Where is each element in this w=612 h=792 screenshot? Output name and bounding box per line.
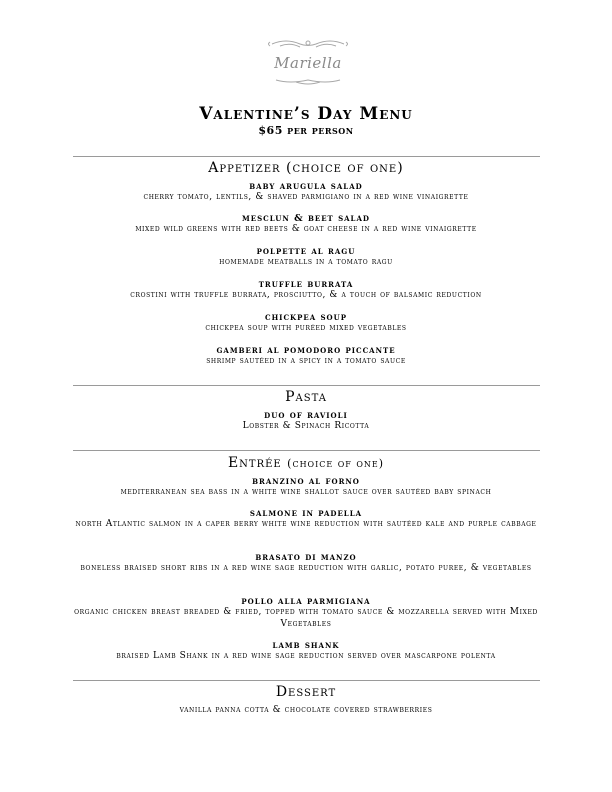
- entree-item-desc: mediterranean sea bass in a white wine shallot sauce over sautéed baby spinach: [120, 487, 492, 497]
- dessert-section-title: Dessert: [275, 684, 337, 700]
- menu-title: Valentine’s Day Menu: [199, 104, 413, 124]
- entree-title-sub: (choice of one): [287, 457, 385, 470]
- appetizer-item-desc: cherry tomato, lentils, & shaved parmigiano in a red wine vinaigrette: [143, 192, 469, 202]
- appetizer-item-desc: homemade meatballs in a tomato ragu: [219, 257, 393, 267]
- appetizer-item-name: chickpea soup: [265, 312, 347, 323]
- appetizer-item-desc: shrimp sautéed in a spicy in a tomato sauce: [206, 356, 406, 366]
- entree-title-main: Entrée: [227, 455, 282, 471]
- pasta-item-desc: Lobster & Spinach Ricotta: [242, 421, 370, 431]
- entree-item-name: pollo alla parmigiana: [241, 596, 371, 607]
- entree-item-name: brasato di manzo: [255, 552, 357, 563]
- appetizer-item-desc: mixed wild greens with red beets & goat cheese in a red wine vinaigrette: [135, 224, 477, 234]
- appetizer-item-name: truffle burrata: [258, 279, 354, 290]
- divider: [73, 450, 540, 451]
- appetizer-section-title: Appetizer (choice of one): [208, 160, 404, 176]
- entree-item-name: lamb shank: [272, 640, 340, 651]
- entree-item-desc: north Atlantic salmon in a caper berry white wine reduction with sautéed kale and purple cabbage: [75, 519, 537, 529]
- divider: [73, 156, 540, 157]
- logo-text: Mariella: [274, 54, 342, 72]
- divider: [73, 680, 540, 681]
- pasta-item-name: duo of ravioli: [264, 410, 348, 421]
- entree-item-name: branzino al forno: [252, 476, 360, 487]
- mariella-logo: [266, 36, 350, 86]
- menu-price: $65 per person: [258, 124, 354, 137]
- entree-item-name: salmone in padella: [249, 508, 363, 519]
- appetizer-item-name: polpette al ragu: [256, 246, 356, 257]
- appetizer-item-name: mesclun & beet salad: [242, 213, 370, 224]
- entree-item-desc: boneless braised short ribs in a red wine sage reduction with garlic, potato puree, & vegetables: [80, 563, 532, 573]
- appetizer-item-desc: crostini with truffle burrata, prosciutto, & a touch of balsamic reduction: [130, 290, 482, 300]
- entree-section-title: [0, 455, 612, 471]
- entree-item-desc: organic chicken breast breaded & fried, topped with tomato sauce & mozzarella served with Mixed Vegetables: [74, 607, 538, 629]
- dessert-desc: vanilla panna cotta & chocolate covered strawberries: [179, 705, 433, 715]
- entree-item-desc: braised Lamb Shank in a red wine sage reduction served over mascarpone polenta: [116, 651, 496, 661]
- pasta-section-title: Pasta: [285, 389, 327, 405]
- appetizer-item-desc: chickpea soup with puréed mixed vegetables: [205, 323, 407, 333]
- appetizer-item-name: gamberi al pomodoro piccante: [216, 345, 396, 356]
- divider: [73, 385, 540, 386]
- appetizer-item-name: baby arugula salad: [249, 181, 363, 192]
